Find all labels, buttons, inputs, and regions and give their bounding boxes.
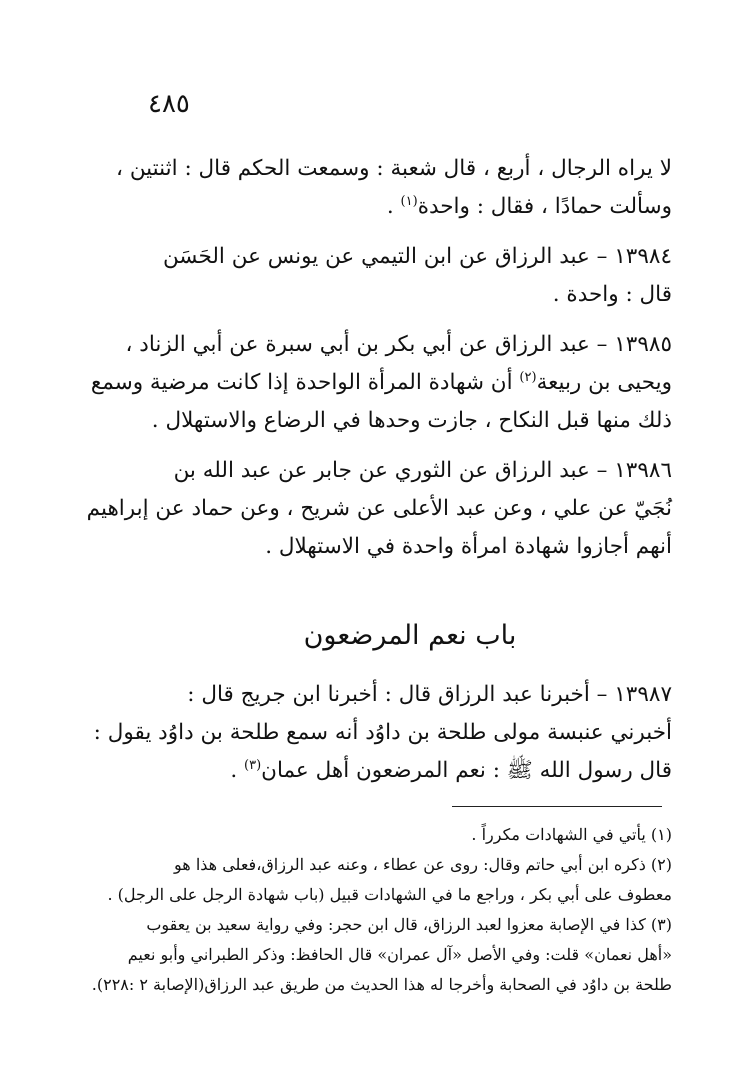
- footnote-ref: (٣): [244, 757, 262, 773]
- footnotes: [91, 820, 672, 1000]
- paragraph-continuation: [116, 150, 672, 226]
- hadith-13987: [93, 676, 672, 790]
- hadith-13984: [148, 238, 672, 314]
- text-line: وسألت حمادًا ، فقال : واحدة$^{(١)}$ .: [386, 193, 672, 219]
- footnote-ref: (٢): [519, 369, 537, 385]
- footnote-divider: [452, 806, 662, 807]
- text-line: ١٣٩٨٦ – عبد الرزاق عن الثوري عن جابر عن عبد الله بن: [173, 458, 672, 483]
- text-line: أنهم أجازوا شهادة امرأة واحدة في الاستهلال .: [265, 534, 672, 559]
- text-line: نُجَيّ عن علي ، وعن عبد الأعلى عن شريح ، وعن حماد عن إبراهيم: [86, 496, 672, 521]
- text-line: ١٣٩٨٧ – أخبرنا عبد الرزاق قال : أخبرنا ابن جريج قال :: [187, 682, 672, 707]
- text-line: ويحيى بن ربيعة$^{(٢)}$ أن شهادة المرأة الواحدة إذا كانت مرضية وسمع: [90, 369, 672, 395]
- text-line: ١٣٩٨٤ – عبد الرزاق عن ابن التيمي عن يونس عن الحَسَن: [162, 244, 672, 269]
- hadith-13986: [86, 452, 672, 566]
- page-number: ٤٨٥: [148, 89, 190, 119]
- footnote-line: (٣) كذا في الإصابة معزوا لعبد الرزاق، قال ابن حجر: وفي رواية سعيد بن يعقوب: [146, 915, 672, 934]
- hadith-13985: [90, 326, 672, 440]
- text-line: ذلك منها قبل النكاح ، جازت وحدها في الرضاع والاستهلال .: [151, 408, 672, 433]
- chapter-title: باب نعم المرضعون: [303, 620, 517, 651]
- text-line: لا يراه الرجال ، أربع ، قال شعبة : وسمعت الحكم قال : اثنتين ،: [116, 156, 672, 181]
- footnote-line: (١) يأتي في الشهادات مكرراً .: [471, 825, 672, 844]
- text-line: قال رسول الله ﷺ : نعم المرضعون أهل عمان$^{(٣)}$ .: [230, 757, 672, 783]
- text-line: ١٣٩٨٥ – عبد الرزاق عن أبي بكر بن أبي سبرة عن أبي الزناد ،: [125, 332, 672, 357]
- text-line: أخبرني عنبسة مولى طلحة بن داوُد أنه سمع طلحة بن داوُد يقول :: [93, 720, 672, 745]
- footnote-ref: (١): [400, 193, 418, 209]
- footnote-line: «أهل نعمان» قلت: وفي الأصل «آل عمران» قال الحافظ: وذكر الطبراني وأبو نعيم: [127, 945, 672, 964]
- text-line: قال : واحدة .: [552, 282, 672, 307]
- footnote-line: (٢) ذكره ابن أبي حاتم وقال: روى عن عطاء ، وعنه عبد الرزاق،فعلى هذا هو: [174, 855, 672, 874]
- footnote-line: معطوف على أبي بكر ، وراجع ما في الشهادات قبيل (باب شهادة الرجل على الرجل) .: [107, 885, 672, 904]
- footnote-line: طلحة بن داوُد في الصحابة وأخرجا له هذا الحديث من طريق عبد الرزاق(الإصابة ٢ :٢٢٨).: [91, 975, 672, 994]
